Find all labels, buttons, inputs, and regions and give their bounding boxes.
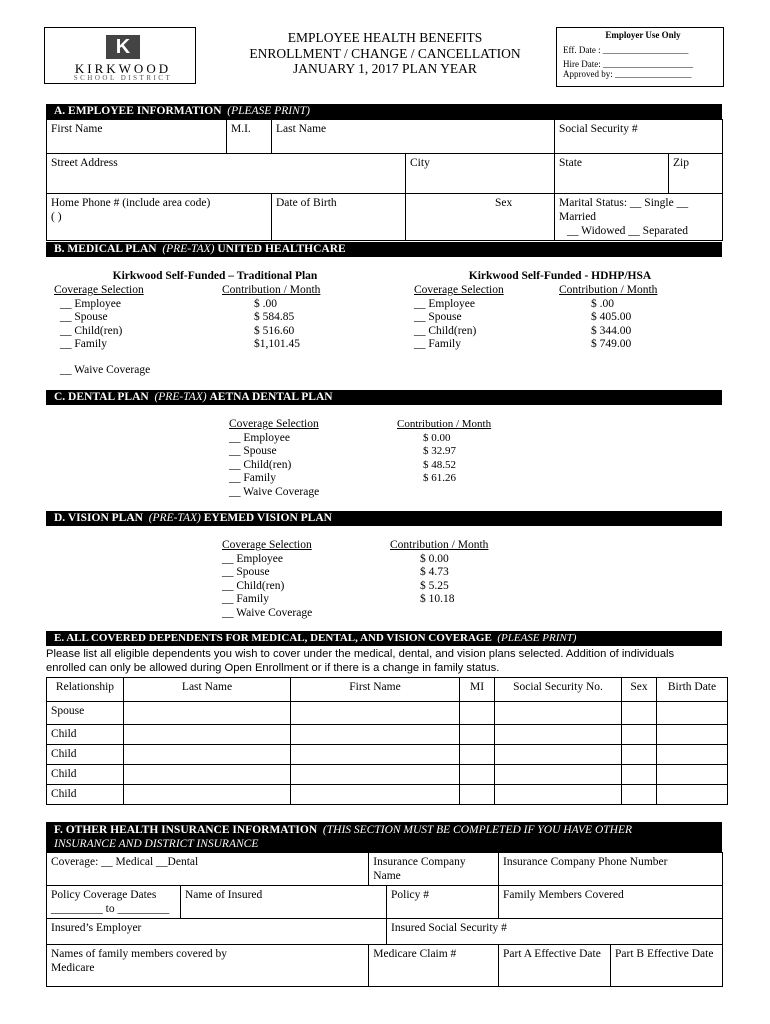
home-phone-label: Home Phone # (include area code)	[51, 197, 211, 209]
traditional-contribution-list	[222, 284, 320, 352]
input-cell[interactable]	[124, 725, 291, 745]
table-header-row	[47, 678, 728, 702]
section-e-intro	[46, 647, 726, 675]
contribution-header: Contribution / Month	[222, 284, 321, 296]
policy-dates-blank: _________ to _________	[51, 903, 170, 915]
section-f-note-1: (THIS SECTION MUST BE COMPLETED IF YOU HAVE OTHER	[322, 824, 632, 836]
section-d-carrier: EYEMED VISION PLAN	[203, 512, 332, 524]
first-name-field[interactable]: First Name	[47, 120, 227, 154]
coverage-header: Coverage Selection	[229, 418, 319, 430]
col-ssn: Social Security No.	[495, 678, 622, 702]
insured-employer-field[interactable]: Insured’s Employer	[47, 919, 387, 945]
medicare-names-field[interactable]	[47, 945, 369, 987]
option-children[interactable]: __ Child(ren)	[60, 324, 123, 337]
input-cell[interactable]	[124, 765, 291, 785]
section-b-title: B. MEDICAL PLAN	[54, 243, 157, 255]
option-spouse[interactable]: __ Spouse	[60, 311, 108, 323]
section-c-carrier: AETNA DENTAL PLAN	[209, 391, 333, 403]
insurance-phone-field[interactable]: Insurance Company Phone Number	[499, 853, 723, 886]
option-waive[interactable]: __ Waive Coverage	[229, 485, 320, 498]
input-cell[interactable]	[495, 725, 622, 745]
section-c-header	[46, 390, 722, 405]
col-last-name: Last Name	[124, 678, 291, 702]
section-c-title: C. DENTAL PLAN	[54, 391, 149, 403]
option-spouse[interactable]: __ Spouse	[222, 566, 270, 578]
section-e-header	[46, 631, 722, 646]
contribution-value: $ 0.00	[420, 552, 449, 565]
medicare-names-label-2: Medicare	[51, 962, 95, 974]
section-e-note: (PLEASE PRINT)	[497, 632, 577, 644]
section-f-title: F. OTHER HEALTH INSURANCE INFORMATION	[54, 824, 318, 836]
contribution-header: Contribution / Month	[390, 539, 489, 551]
input-cell[interactable]	[291, 702, 460, 725]
insured-ssn-field[interactable]: Insured Social Security #	[387, 919, 723, 945]
input-cell[interactable]	[124, 785, 291, 805]
col-birth-date: Birth Date	[657, 678, 728, 702]
vision-coverage-list	[222, 539, 312, 620]
input-cell[interactable]	[291, 725, 460, 745]
input-cell[interactable]	[460, 745, 495, 765]
state-field[interactable]: State	[555, 154, 669, 194]
input-cell[interactable]	[460, 725, 495, 745]
option-children[interactable]: __ Child(ren)	[229, 458, 292, 471]
section-b-header	[46, 242, 722, 257]
title-line-2: ENROLLMENT / CHANGE / CANCELLATION	[249, 45, 521, 61]
contribution-value: $ 61.26	[423, 472, 456, 484]
policy-number-field[interactable]: Policy #	[387, 886, 499, 919]
logo-subtitle: SCHOOL DISTRICT	[73, 74, 173, 82]
section-a-header	[46, 104, 722, 119]
coverage-header: Coverage Selection	[414, 284, 504, 296]
ssn-field[interactable]: Social Security #	[555, 120, 723, 154]
hdhp-plan-title: Kirkwood Self-Funded - HDHP/HSA	[468, 270, 652, 282]
option-waive[interactable]: __ Waive Coverage	[222, 606, 313, 619]
col-mi: MI	[460, 678, 495, 702]
marital-line-1: Marital Status: __ Single __ Married	[559, 197, 689, 223]
hdhp-contribution-list	[559, 284, 657, 352]
table-row	[47, 702, 728, 725]
option-employee[interactable]: __ Employee	[229, 431, 290, 444]
section-d-title: D. VISION PLAN	[54, 512, 143, 524]
marital-status-field[interactable]	[555, 194, 723, 241]
street-address-field[interactable]: Street Address	[47, 154, 406, 194]
section-f-note-2: INSURANCE AND DISTRICT INSURANCE	[54, 838, 259, 850]
relationship-cell: Child	[47, 765, 124, 785]
input-cell[interactable]	[622, 725, 657, 745]
input-cell[interactable]	[657, 725, 728, 745]
section-a-title: A. EMPLOYEE INFORMATION	[54, 105, 222, 117]
policy-dates-label: Policy Coverage Dates	[51, 889, 157, 901]
city-field[interactable]: City	[406, 154, 555, 194]
traditional-plan-title: Kirkwood Self-Funded – Traditional Plan	[112, 270, 318, 282]
approved-by-field[interactable]: Approved by: _________________	[563, 69, 692, 79]
section-a-note: (PLEASE PRINT)	[227, 105, 310, 117]
option-spouse[interactable]: __ Spouse	[229, 445, 277, 457]
vision-contribution-list	[390, 539, 488, 607]
dob-field[interactable]: Date of Birth	[272, 194, 406, 241]
coverage-field[interactable]: Coverage: __ Medical __Dental	[47, 853, 369, 886]
relationship-cell: Spouse	[47, 702, 124, 725]
contribution-value: $ 584.85	[254, 311, 295, 323]
dependents-table	[46, 677, 728, 805]
form-title	[225, 30, 545, 77]
intro-line-2: enrolled can only be allowed during Open Enrollment or if there is a change in family status.	[46, 662, 500, 674]
relationship-cell: Child	[47, 785, 124, 805]
part-a-date-field[interactable]: Part A Effective Date	[499, 945, 611, 987]
input-cell[interactable]	[291, 745, 460, 765]
table-row	[47, 765, 728, 785]
intro-line-1: Please list all eligible dependents you wish to cover under the medical, dental, and vision plans selected. Addition of individuals	[46, 648, 675, 660]
contribution-value: $ .00	[591, 297, 614, 310]
input-cell[interactable]	[291, 785, 460, 805]
contribution-value: $ 10.18	[420, 593, 455, 605]
col-first-name: First Name	[291, 678, 460, 702]
section-d-header	[46, 511, 722, 526]
input-cell[interactable]	[460, 785, 495, 805]
logo-icon: K	[106, 35, 140, 59]
waive-medical-option[interactable]: __ Waive Coverage	[60, 364, 151, 376]
sex-label: Sex	[495, 197, 513, 209]
coverage-header: Coverage Selection	[222, 539, 312, 551]
option-family[interactable]: __ Family	[60, 338, 107, 350]
part-b-date-field[interactable]: Part B Effective Date	[611, 945, 723, 987]
employer-use-title: Employer Use Only	[605, 30, 681, 40]
contribution-value: $ 5.25	[420, 579, 449, 592]
option-employee[interactable]: __ Employee	[414, 297, 475, 310]
insurance-company-field[interactable]: Insurance Company Name	[369, 853, 499, 886]
hire-date-field[interactable]: Hire Date: ____________________	[563, 59, 693, 69]
option-children[interactable]: __ Child(ren)	[414, 324, 477, 337]
input-cell[interactable]	[495, 765, 622, 785]
contribution-header: Contribution / Month	[559, 284, 658, 296]
contribution-value: $1,101.45	[254, 338, 300, 350]
eff-date-field[interactable]: Eff. Date : ___________________	[563, 45, 689, 55]
section-b-note: (PRE-TAX)	[162, 243, 215, 255]
input-cell[interactable]	[622, 785, 657, 805]
title-line-3: JANUARY 1, 2017 PLAN YEAR	[293, 61, 477, 76]
option-employee[interactable]: __ Employee	[60, 297, 121, 310]
contribution-value: $ 0.00	[423, 431, 451, 444]
table-row	[47, 725, 728, 745]
option-family[interactable]: __ Family	[229, 472, 276, 484]
name-insured-field[interactable]: Name of Insured	[181, 886, 387, 919]
option-family[interactable]: __ Family	[222, 593, 269, 605]
input-cell[interactable]	[622, 765, 657, 785]
medicare-names-label-1: Names of family members covered by	[51, 948, 227, 960]
input-cell[interactable]	[495, 702, 622, 725]
section-c-note: (PRE-TAX)	[154, 391, 207, 403]
input-cell[interactable]	[495, 745, 622, 765]
contribution-value: $ 749.00	[591, 338, 632, 350]
input-cell[interactable]	[460, 765, 495, 785]
option-spouse[interactable]: __ Spouse	[414, 311, 462, 323]
sex-field[interactable]	[406, 194, 555, 241]
contribution-value: $ .00	[254, 297, 277, 310]
col-sex: Sex	[622, 678, 657, 702]
employer-use-box	[556, 27, 724, 87]
table-row	[47, 745, 728, 765]
contribution-value: $ 405.00	[591, 311, 632, 323]
relationship-cell: Child	[47, 745, 124, 765]
contribution-value: $ 4.73	[420, 566, 449, 578]
table-row	[47, 785, 728, 805]
contribution-value: $ 344.00	[591, 324, 632, 337]
dental-coverage-list	[229, 418, 319, 499]
coverage-header: Coverage Selection	[54, 284, 144, 296]
input-cell[interactable]	[657, 785, 728, 805]
mi-field[interactable]: M.I.	[227, 120, 272, 154]
input-cell[interactable]	[657, 765, 728, 785]
hdhp-coverage-list	[414, 284, 504, 352]
option-employee[interactable]: __ Employee	[222, 552, 283, 565]
section-e-title: E. ALL COVERED DEPENDENTS FOR MEDICAL, DENTAL, AND VISION COVERAGE	[54, 632, 492, 644]
contribution-value: $ 48.52	[423, 458, 456, 471]
input-cell[interactable]	[124, 702, 291, 725]
section-b-carrier: UNITED HEALTHCARE	[217, 243, 346, 255]
contribution-value: $ 516.60	[254, 324, 295, 337]
zip-field[interactable]: Zip	[669, 154, 723, 194]
policy-dates-field[interactable]	[47, 886, 181, 919]
traditional-coverage-list	[54, 284, 144, 352]
option-children[interactable]: __ Child(ren)	[222, 579, 285, 592]
contribution-value: $ 32.97	[423, 445, 456, 457]
section-d-note: (PRE-TAX)	[148, 512, 201, 524]
input-cell[interactable]	[657, 702, 728, 725]
dental-contribution-list	[397, 418, 491, 486]
section-f-header	[46, 822, 722, 852]
home-phone-field[interactable]	[47, 194, 272, 241]
input-cell[interactable]	[460, 702, 495, 725]
logo-name: KIRKWOOD	[74, 61, 172, 76]
input-cell[interactable]	[291, 765, 460, 785]
last-name-field[interactable]: Last Name	[272, 120, 555, 154]
input-cell[interactable]	[495, 785, 622, 805]
contribution-header: Contribution / Month	[397, 418, 492, 430]
col-relationship: Relationship	[47, 678, 124, 702]
title-line-1: EMPLOYEE HEALTH BENEFITS	[287, 30, 483, 45]
input-cell[interactable]	[657, 745, 728, 765]
family-members-covered-field[interactable]: Family Members Covered	[499, 886, 723, 919]
marital-line-2: __ Widowed __ Separated	[567, 225, 689, 237]
input-cell[interactable]	[622, 702, 657, 725]
employee-info-table	[46, 119, 723, 241]
input-cell[interactable]	[124, 745, 291, 765]
other-insurance-table	[46, 852, 723, 987]
input-cell[interactable]	[622, 745, 657, 765]
relationship-cell: Child	[47, 725, 124, 745]
medicare-claim-field[interactable]: Medicare Claim #	[369, 945, 499, 987]
area-code-blank: ( )	[51, 211, 62, 223]
option-family[interactable]: __ Family	[414, 338, 461, 350]
